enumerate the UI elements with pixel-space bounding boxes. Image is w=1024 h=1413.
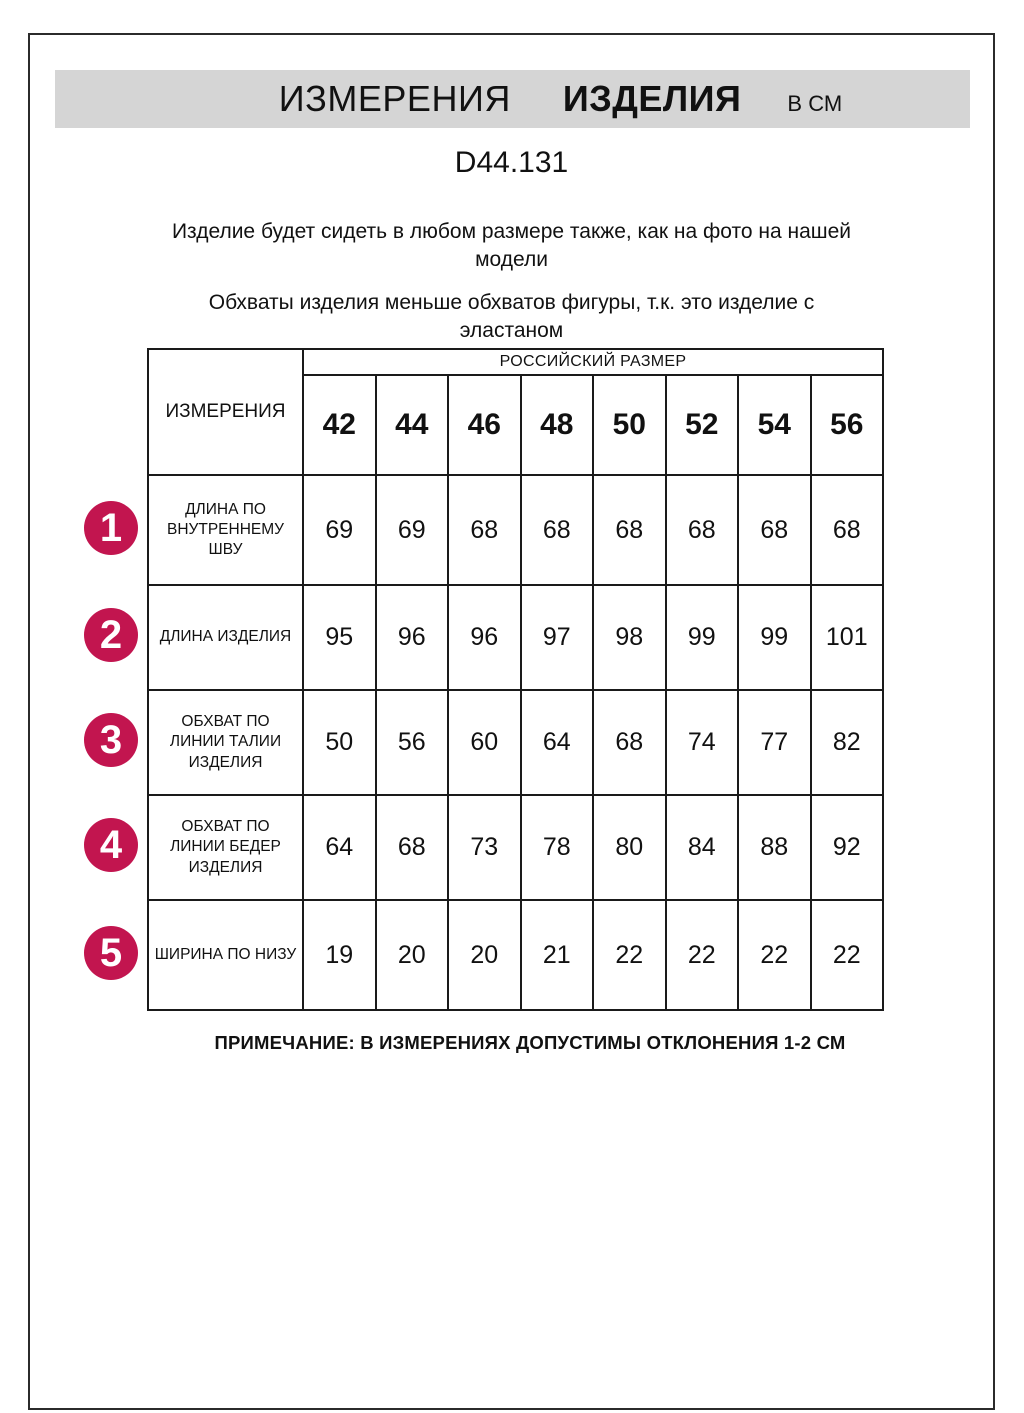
- value-cell: 96: [448, 585, 521, 690]
- value-cell: 19: [303, 900, 376, 1010]
- value-cell: 69: [303, 475, 376, 585]
- row-number-badge-1: 1: [84, 501, 138, 555]
- value-cell: 82: [811, 690, 884, 795]
- value-cell: 88: [738, 795, 811, 900]
- value-cell: 22: [738, 900, 811, 1010]
- value-cell: 97: [521, 585, 594, 690]
- table-row: [148, 900, 883, 1010]
- value-cell: 22: [666, 900, 739, 1010]
- value-cell: 69: [376, 475, 449, 585]
- value-cell: 64: [521, 690, 594, 795]
- table-group-header-row: [148, 349, 883, 375]
- value-cell: 99: [738, 585, 811, 690]
- value-cell: 20: [376, 900, 449, 1010]
- size-header-cell: 48: [521, 375, 594, 475]
- value-cell: 95: [303, 585, 376, 690]
- page-border: [28, 33, 995, 1410]
- value-cell: 73: [448, 795, 521, 900]
- measurement-label-cell: ОБХВАТ ПО ЛИНИИ БЕДЕР ИЗДЕЛИЯ: [148, 795, 303, 900]
- table-row: [148, 795, 883, 900]
- value-cell: 101: [811, 585, 884, 690]
- russian-size-header-cell: РОССИЙСКИЙ РАЗМЕР: [303, 349, 883, 375]
- table-row: [148, 690, 883, 795]
- value-cell: 20: [448, 900, 521, 1010]
- value-cell: 22: [593, 900, 666, 1010]
- size-header-cell: 56: [811, 375, 884, 475]
- measurement-label-cell: ДЛИНА ПО ВНУТРЕННЕМУ ШВУ: [148, 475, 303, 585]
- value-cell: 80: [593, 795, 666, 900]
- measurements-header-cell: ИЗМЕРЕНИЯ: [148, 349, 303, 475]
- size-header-cell: 54: [738, 375, 811, 475]
- size-header-cell: 46: [448, 375, 521, 475]
- value-cell: 96: [376, 585, 449, 690]
- intro-paragraph-fit: Изделие будет сидеть в любом размере также, как на фото на нашей модели: [171, 220, 852, 271]
- product-code: D44.131: [454, 146, 569, 179]
- value-cell: 68: [738, 475, 811, 585]
- value-cell: 50: [303, 690, 376, 795]
- value-cell: 22: [811, 900, 884, 1010]
- size-table: [147, 348, 884, 1011]
- row-number-badge-5: 5: [84, 926, 138, 980]
- value-cell: 74: [666, 690, 739, 795]
- value-cell: 60: [448, 690, 521, 795]
- value-cell: 84: [666, 795, 739, 900]
- size-header-cell: 50: [593, 375, 666, 475]
- value-cell: 21: [521, 900, 594, 1010]
- intro-paragraph-elastane: Обхваты изделия меньше обхватов фигуры, т.к. это изделие с эластаном: [208, 291, 815, 342]
- measurement-label-cell: ШИРИНА ПО НИЗУ: [148, 900, 303, 1010]
- table-row: [148, 585, 883, 690]
- title-measurements: ИЗМЕРЕНИЯ: [278, 78, 511, 119]
- value-cell: 78: [521, 795, 594, 900]
- value-cell: 99: [666, 585, 739, 690]
- table-row: [148, 475, 883, 585]
- value-cell: 92: [811, 795, 884, 900]
- value-cell: 68: [593, 475, 666, 585]
- size-header-cell: 44: [376, 375, 449, 475]
- value-cell: 68: [593, 690, 666, 795]
- title-product: ИЗДЕЛИЯ: [562, 78, 742, 119]
- row-number-badge-3: 3: [84, 713, 138, 767]
- value-cell: 64: [303, 795, 376, 900]
- size-header-cell: 42: [303, 375, 376, 475]
- value-cell: 56: [376, 690, 449, 795]
- value-cell: 68: [811, 475, 884, 585]
- value-cell: 68: [376, 795, 449, 900]
- title-unit: В СМ: [787, 91, 843, 116]
- value-cell: 77: [738, 690, 811, 795]
- value-cell: 98: [593, 585, 666, 690]
- size-header-cell: 52: [666, 375, 739, 475]
- measurement-label-cell: ДЛИНА ИЗДЕЛИЯ: [148, 585, 303, 690]
- measurement-label-cell: ОБХВАТ ПО ЛИНИИ ТАЛИИ ИЗДЕЛИЯ: [148, 690, 303, 795]
- row-number-badge-2: 2: [84, 608, 138, 662]
- tolerance-note: ПРИМЕЧАНИЕ: В ИЗМЕРЕНИЯХ ДОПУСТИМЫ ОТКЛОНЕНИЯ 1-2 СМ: [214, 1032, 846, 1053]
- value-cell: 68: [521, 475, 594, 585]
- value-cell: 68: [448, 475, 521, 585]
- row-number-badge-4: 4: [84, 818, 138, 872]
- value-cell: 68: [666, 475, 739, 585]
- title-bar: [55, 70, 970, 128]
